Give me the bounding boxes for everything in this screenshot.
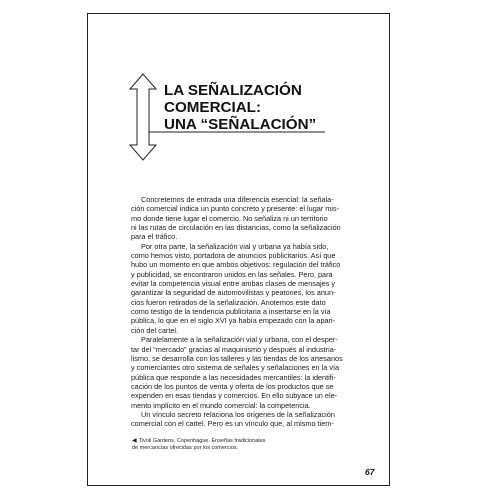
text-line: mento implícito en el mundo comercial: la competencia. (131, 400, 311, 410)
text-line: garantizar la seguridad de automovilistas y peatones, los anun- (131, 288, 336, 298)
text-line: como hemos visto, portadora de anuncios publicitarios. Así que (131, 251, 336, 261)
text-line: para el tráfico. (131, 232, 178, 242)
caption-text: Tivoli Gardens, Copenhague. Enseñas tradicionales (138, 438, 266, 444)
text-line: cación de los puntos de venta y oferta de los productos que se (131, 381, 334, 391)
paragraph (131, 241, 341, 335)
title-line: UNA “SEÑALACIÓN” (164, 116, 317, 133)
page-number: 67 (365, 467, 375, 477)
chapter-title (164, 82, 324, 133)
text-line: evitar la competencia visual entre ambas clases de mensajes y (131, 279, 336, 289)
text-line: Un vínculo secreto relaciona los orígenes de la señalización (141, 409, 335, 419)
image-caption (132, 438, 332, 452)
paragraph (131, 410, 334, 429)
caption-line (132, 438, 332, 445)
text-line: cios fueron retirados de la señalización. Anotemos este dato (131, 297, 326, 307)
text-line: como testigo de la tendencia publicitaria a insertarse en la vía (131, 307, 331, 317)
left-arrow-icon: ◀ (132, 438, 137, 444)
text-line: lismo, se desarrolla con los talleres y las tiendas de los artesanos (131, 353, 343, 363)
text-line: ción del cartel. (131, 325, 179, 335)
caption-line: de mercancías ofrecidas por los comercios. (132, 445, 239, 451)
text-line: y comerciantes otro sistema de señales y señalaciones en la vía (131, 363, 340, 373)
text-line: pública, lo que en el siglo XVI ya había empezado con la apari- (131, 316, 336, 326)
text-line: y publicidad, se encontraron unidos en las señales. Pero, para (131, 269, 333, 279)
text-line: ción comercial indica un punto concreto y presente: el lugar mis- (131, 204, 340, 214)
text-line: Por otra parte, la señalización vial y urbana ya había sido, (141, 241, 329, 251)
text-line: tar del “mercado” gracias al maquinismo y después al industria- (131, 344, 337, 354)
text-line: hubo un momento en que ambos objetivos: regulación del tráfico (131, 260, 341, 270)
paragraph (131, 195, 341, 242)
text-line: ni las rutas de circulación en las distancias, como la señalización (131, 223, 341, 233)
title-line: COMERCIAL: (164, 99, 262, 116)
title-line: LA SEÑALIZACIÓN (164, 82, 302, 99)
text-line: Concretemos de entrada una diferencia esencial: la señala- (141, 195, 334, 204)
text-line: mo donde tiene lugar el comercio. No señaliza ni un territorio (131, 213, 328, 223)
text-line: Paralelamente a la señalización vial y urbana, con el desper- (141, 335, 338, 345)
text-line: expenden en esas tiendas y comercios. En ello subyace un ele- (131, 391, 338, 401)
text-line: pública que responde a las necesidades mercantiles: la identifi- (131, 372, 336, 382)
body-text (131, 195, 343, 429)
text-line: comercial con el cartel. Pero es un vínculo que, al mismo tiem- (131, 419, 334, 429)
paragraph (131, 335, 343, 410)
